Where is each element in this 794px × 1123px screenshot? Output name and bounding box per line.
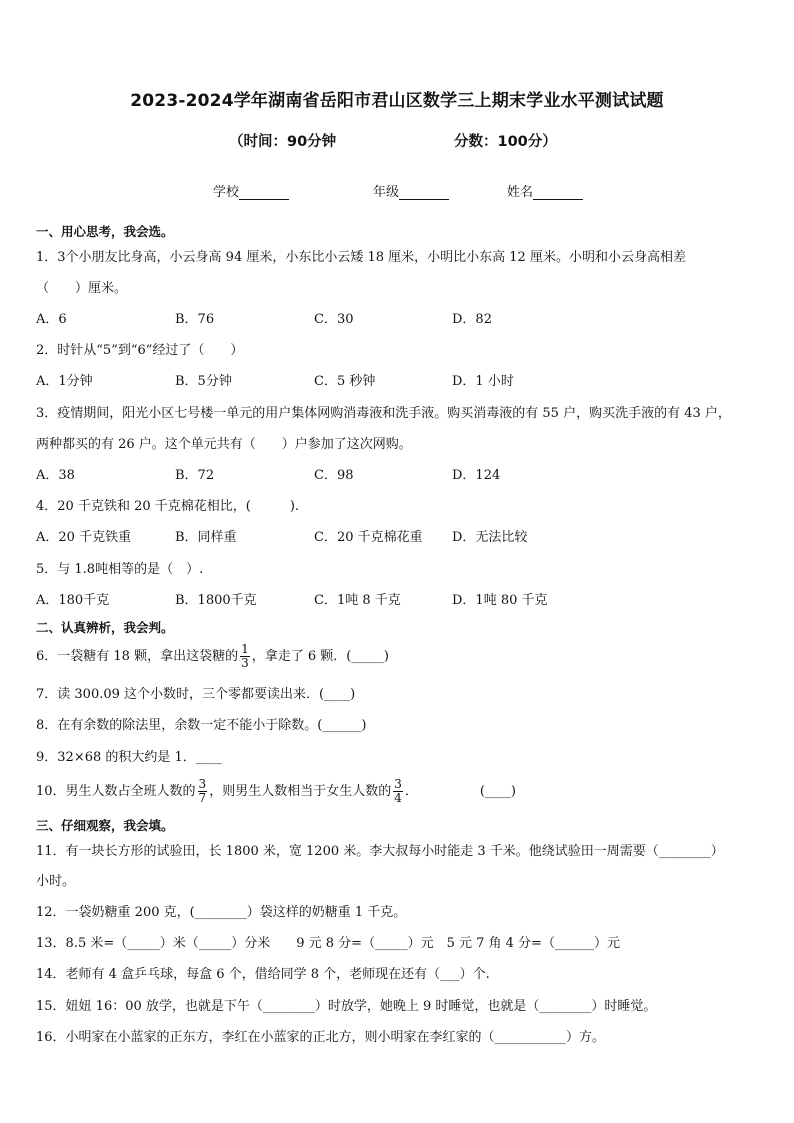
question-1-option-a[interactable]: A．6 <box>36 312 67 327</box>
question-6-fraction-numerator: 1 <box>241 642 249 656</box>
school-label: 学校 <box>213 185 240 200</box>
question-5-option-a[interactable]: A．180千克 <box>36 593 110 608</box>
question-1-option-c[interactable]: C．30 <box>314 312 354 327</box>
question-10-fraction-2-denominator: 4 <box>394 791 402 805</box>
question-6-text-before: 6．一袋糖有 18 颗，拿出这袋糖的 <box>36 649 239 664</box>
question-6-fraction-denominator: 3 <box>241 656 249 670</box>
question-4-line-1: 4．20 千克铁和 20 千克棉花相比，( ). <box>36 499 300 514</box>
question-10-fraction-1-denominator: 7 <box>198 791 207 805</box>
question-13[interactable]: 13．8.5 米=（_____）米（_____）分米 9 元 8 分=（_____）元 5 元 7 角 4 分=（______）元 <box>36 936 620 951</box>
question-12[interactable]: 12．一袋奶糖重 200 克，(________）袋这样的奶糖重 1 千克。 <box>36 905 407 920</box>
name-blank[interactable] <box>533 186 583 200</box>
question-14[interactable]: 14．老师有 4 盒乒乓球，每盒 6 个，借给同学 8 个，老师现在还有（___）个. <box>36 967 490 982</box>
question-15[interactable]: 15．妞妞 16：00 放学，也就是下午（________）时放学，她晚上 9 时睡觉，也就是（________）时睡觉。 <box>36 999 657 1014</box>
question-1-option-d[interactable]: D．82 <box>452 312 492 327</box>
question-9[interactable]: 9．32×68 的积大约是 1．____ <box>36 750 222 765</box>
grade-field <box>373 181 449 200</box>
question-3-option-d[interactable]: D．124 <box>452 468 501 483</box>
question-10-text-before: 10．男生人数占全班人数的 <box>36 784 196 799</box>
question-10-answer-blank[interactable]: (____) <box>479 784 517 799</box>
name-field <box>507 181 583 200</box>
section-1-heading: 一、用心思考，我会选。 <box>36 224 174 239</box>
question-3-option-a[interactable]: A．38 <box>36 468 75 483</box>
question-10-fraction-2 <box>393 778 403 805</box>
question-3-option-b[interactable]: B．72 <box>175 468 215 483</box>
question-5-option-c[interactable]: C．1吨 8 千克 <box>314 593 401 608</box>
question-11-line-2: 小时。 <box>36 874 76 889</box>
name-label: 姓名 <box>507 185 534 200</box>
section-2-heading: 二、认真辨析，我会判。 <box>36 620 174 635</box>
school-field <box>213 181 289 200</box>
exam-score: 分数：100分） <box>454 134 557 150</box>
school-blank[interactable] <box>239 186 289 200</box>
question-10-text-middle: ，则男生人数相当于女生人数的 <box>209 784 392 799</box>
question-2-line-1: 2．时针从“5”到“6”经过了（ ） <box>36 343 244 358</box>
grade-blank[interactable] <box>399 186 449 200</box>
question-10-fraction-2-numerator: 3 <box>394 777 402 791</box>
question-5-option-b[interactable]: B．1800千克 <box>175 593 257 608</box>
question-4-option-a[interactable]: A．20 千克铁重 <box>36 530 132 545</box>
section-3-heading: 三、仔细观察，我会填。 <box>36 818 174 833</box>
question-4-option-d[interactable]: D．无法比较 <box>452 530 528 545</box>
question-4-option-c[interactable]: C．20 千克棉花重 <box>314 530 423 545</box>
question-2-option-b[interactable]: B．5分钟 <box>175 374 232 389</box>
question-11-line-1[interactable]: 11．有一块长方形的试验田，长 1800 米，宽 1200 米。李大叔每小时能走 3 千米。他绕试验田一周需要（________） <box>36 844 724 859</box>
question-10 <box>36 777 516 807</box>
question-6 <box>36 642 389 672</box>
exam-title: 2023-2024学年湖南省岳阳市君山区数学三上期末学业水平测试试题 <box>130 91 664 111</box>
question-1-line-1: 1．3个小朋友比身高，小云身高 94 厘米，小东比小云矮 18 厘米，小明比小东高 12 厘米。小明和小云身高相差 <box>36 250 686 265</box>
question-3-line-1: 3．疫情期间，阳光小区七号楼一单元的用户集体网购消毒液和洗手液。购买消毒液的有 55 户，购买洗手液的有 43 户， <box>36 406 731 421</box>
grade-label: 年级 <box>373 185 400 200</box>
question-7[interactable]: 7．读 300.09 这个小数时，三个零都要读出来．(____) <box>36 687 356 702</box>
question-4-option-b[interactable]: B．同样重 <box>175 530 237 545</box>
question-3-option-c[interactable]: C．98 <box>314 468 354 483</box>
question-1-line-2: （ ）厘米。 <box>36 281 128 296</box>
question-2-option-a[interactable]: A．1分钟 <box>36 374 93 389</box>
question-5-line-1: 5．与 1.8吨相等的是（ ）. <box>36 562 204 577</box>
question-6-text-after[interactable]: ，拿走了 6 颗．(_____) <box>251 649 389 664</box>
question-2-option-d[interactable]: D．1 小时 <box>452 374 514 389</box>
question-5-option-d[interactable]: D．1吨 80 千克 <box>452 593 548 608</box>
question-8[interactable]: 8．在有余数的除法里，余数一定不能小于除数。(______) <box>36 718 367 733</box>
question-16[interactable]: 16．小明家在小蓝家的正东方，李红在小蓝家的正北方，则小明家在李红家的（___________）方。 <box>36 1030 606 1045</box>
question-10-fraction-1 <box>198 778 208 805</box>
question-3-line-2: 两种都买的有 26 户。这个单元共有（ ）户参加了这次网购。 <box>36 437 412 452</box>
question-2-option-c[interactable]: C．5 秒钟 <box>314 374 376 389</box>
question-6-fraction <box>240 643 250 670</box>
question-1-option-b[interactable]: B．76 <box>175 312 215 327</box>
question-10-fraction-1-numerator: 3 <box>198 777 207 791</box>
question-10-text-after: ． <box>404 784 418 799</box>
exam-time: （时间：90分钟 <box>229 134 337 150</box>
